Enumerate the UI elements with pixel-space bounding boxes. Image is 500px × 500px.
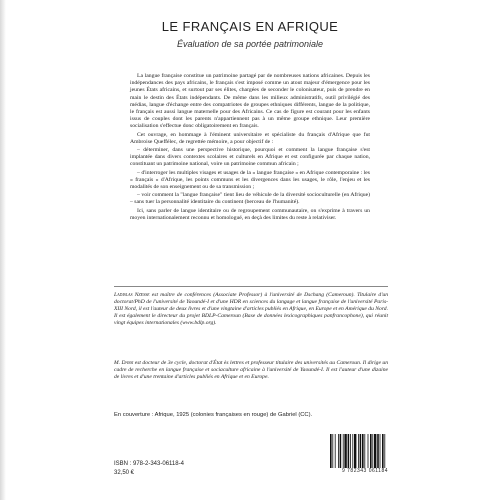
barcode-bar (362, 434, 364, 468)
blurb-bullet-2: – d'interroger les multiples visages et usages de la « langue française » en Afrique contemporaine : les « français » d'Afrique, les points communs et les divergences dans les usages, le rôle, l'enjeu et les modalités de son enseignement ou de sa transmission ; (130, 169, 370, 191)
price: 32,50 € (114, 470, 135, 476)
author-bio-1-text: est maître de conférences (Associate Professor) à l'université de Dschang (Cameroun). Titulaire d'un doctorat/PhD de l'université de Yaoundé-I et d'une HDR en sciences du langage et langue française de l'université Paris-XIII Nord, il est l'auteur de deux livres et d'une vingtaine d'articles publiés en Afrique, en Europe et en Amérique du Nord. Il est également le directeur du projet BDLP-Cameroun (Base de données lexicographiques panfrancophone), qui réunit vingt équipes internationales (www.bdlp.org). (114, 292, 388, 327)
barcode-bar (352, 434, 353, 468)
blurb-paragraph-1: La langue française constitue un patrimoine partagé par de nombreuses nations africaines. Depuis les indépendances des pays africains, le français s'est imposé comme un atout majeur d'émergence pour les jeunes États africains, et surtout par ses élites, chargées de seconder le colonisateur, puis de prendre en main le destin des États indépendants. De même dans les milieux administratifs, outil privilégié des médias, langue d'échange entre des compatriotes de groupes ethniques différents, langue de la politique, le français est aussi langue maternelle pour des Africains. Ce cas de figure est courant pour les enfants issus de couples dont les parents n'appartiennent pas à un même groupe ethnique. Leur première socialisation s'effectue donc obligatoirement en français. (130, 73, 370, 130)
cover-credit: En couverture : Afrique, 1925 (colonies françaises en rouge) de Gabriel (CC). (114, 412, 313, 418)
barcode-bar (348, 434, 350, 468)
barcode-bar (343, 434, 344, 468)
barcode-bar (370, 434, 372, 468)
barcode-bar (330, 434, 332, 468)
barcode-bar (344, 434, 346, 468)
barcode-bar (358, 434, 359, 468)
book-title: LE FRANÇAIS EN AFRIQUE (161, 19, 339, 34)
blurb-bullet-1: – déterminer, dans une perspective historique, pourquoi et comment la langue française s'est implantée dans divers contextes scolaires et culturels en Afrique et est configurée par chaque nation, constituant un patrimoine national, voire un patrimoine commun africain ; (130, 147, 370, 168)
blurb-bullet-3: – voir comment la "langue française" tient lieu de véhicule de la diversité socioculturelle (en Afrique) – sans tuer la personnalité identitaire du continent (berceau de l'humanité). (130, 192, 370, 206)
blurb (130, 73, 370, 223)
separator-rule (114, 286, 388, 287)
author-bio-1 (114, 292, 388, 327)
barcode-bar (368, 434, 369, 468)
blurb-paragraph-3: Ici, sans parler de langue identitaire ou de regroupement communautaire, on s'exprime à travers un moyen internationalement reconnu et homologué, en deçà des limites du reste à relativiser. (130, 207, 370, 221)
barcode-bar (374, 434, 376, 468)
barcode-bar (360, 434, 362, 468)
isbn: ISBN : 978-2-343-06118-4 (114, 461, 184, 467)
barcode-bar (380, 434, 381, 468)
barcode-bar (384, 434, 385, 468)
book-subtitle: Évaluation de sa portée patrimoniale (176, 39, 324, 49)
isbn-block (114, 460, 184, 478)
blurb-paragraph-2: Cet ouvrage, en hommage à l'éminent universitaire et spécialiste du français d'Afrique que fut Ambroise Queffélec, de regrettée mémoire, a pour objectif de : (130, 131, 370, 145)
barcode-bar (377, 434, 379, 468)
barcode-number: 9 782343 061184 (341, 468, 389, 474)
barcode-bar (338, 434, 339, 468)
barcode-bar (335, 434, 336, 468)
barcode-bars (328, 434, 402, 468)
author-name-1: Ladislas Nzesse (114, 292, 150, 298)
barcode-bar (364, 434, 365, 468)
author-name-2: M. Dassi (114, 360, 134, 366)
barcode (328, 434, 402, 476)
barcode-bar (332, 434, 333, 468)
barcode-bar (350, 434, 351, 468)
author-bio-2-text: est docteur de 3e cycle, doctorat d'État ès lettres et professeur titulaire des universités au Cameroun. Il dirige un cadre de recherche en langue française et sociaculture africaine à l'université de Yaoundé-I. Il est l'auteur d'une dizaine de livres et d'une trentaine d'articles publiés en Afrique et en Europe. (114, 360, 388, 381)
barcode-bar (340, 434, 342, 468)
author-bio-2 (114, 360, 388, 381)
spine-shadow (0, 0, 6, 500)
barcode-bar (354, 434, 356, 468)
barcode-bar (372, 434, 373, 468)
barcode-bar (382, 434, 384, 468)
